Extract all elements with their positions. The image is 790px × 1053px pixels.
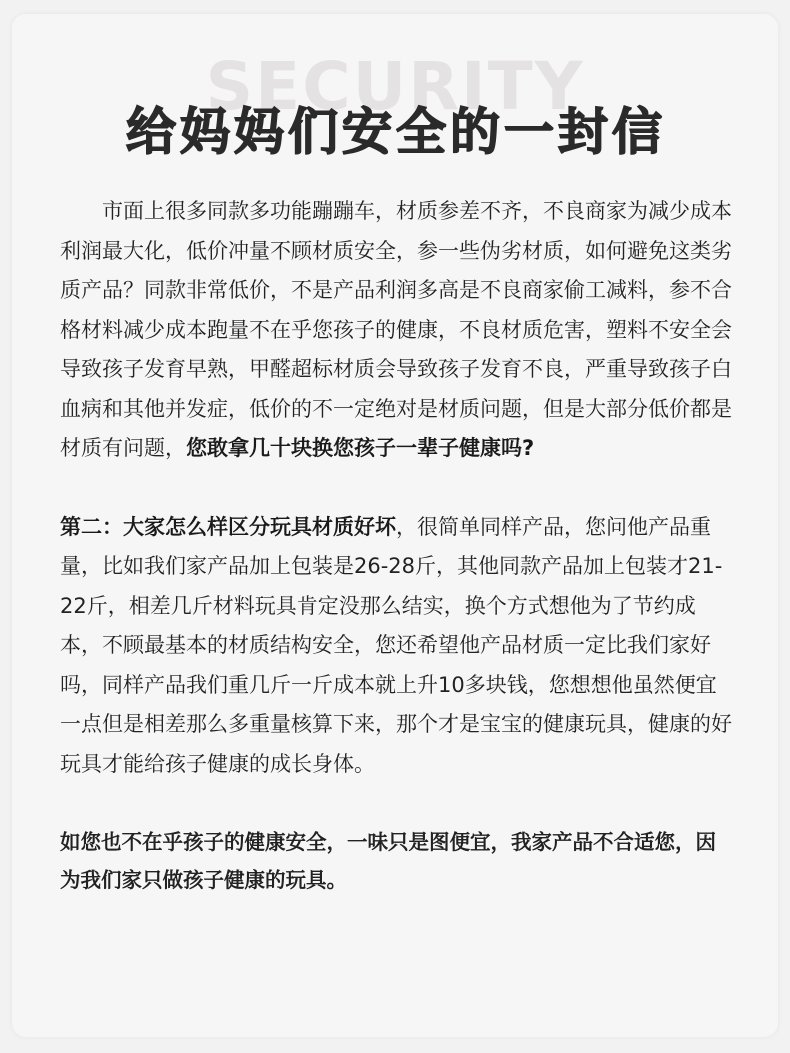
- paragraph-second: [60, 508, 732, 785]
- letter-card: [12, 14, 778, 1037]
- paragraph-intro: [60, 192, 732, 469]
- page-title: 给妈妈们安全的一封信: [126, 103, 666, 161]
- paragraph-closing: 如您也不在乎孩子的健康安全，一味只是图便宜，我家产品不合适您，因为我们家只做孩子健康的玩具。: [60, 830, 716, 892]
- paragraph-second-text: ，很简单同样产品，您问他产品重量，比如我们家产品加上包装是26-28斤，其他同款产品加上包装才21-22斤，相差几斤材料玩具肯定没那么结实，换个方式想他为了节约成本，不顾最基本的材质结构安全，您还希望他产品材质一定比我们家好吗，同样产品我们重几斤一斤成本就上升10多块钱，您想想他虽然便宜一点但是相差那么多重量核算下来，那个才是宝宝的健康玩具，健康的好玩具才能给孩子健康的成长身体。: [60, 514, 732, 776]
- paragraph-second-heading: 第二：大家怎么样区分玩具材质好坏: [60, 514, 396, 539]
- paragraph-intro-text: 市面上很多同款多功能蹦蹦车，材质参差不齐，不良商家为减少成本利润最大化，低价冲量不顾材质安全，参一些伪劣材质，如何避免这类劣质产品？同款非常低价，不是产品利润多高是不良商家偷工减料，参不合格材料减少成本跑量不在乎您孩子的健康，不良材质危害，塑料不安全会导致孩子发育早熟，甲醛超标材质会导致孩子发育不良，严重导致孩子白血病和其他并发症，低价的不一定绝对是材质问题，但是大部分低价都是材质有问题，: [60, 199, 732, 460]
- watermark-text: SECURITY: [205, 48, 585, 125]
- paragraph-intro-question: 您敢拿几十块换您孩子一辈子健康吗?: [186, 436, 535, 460]
